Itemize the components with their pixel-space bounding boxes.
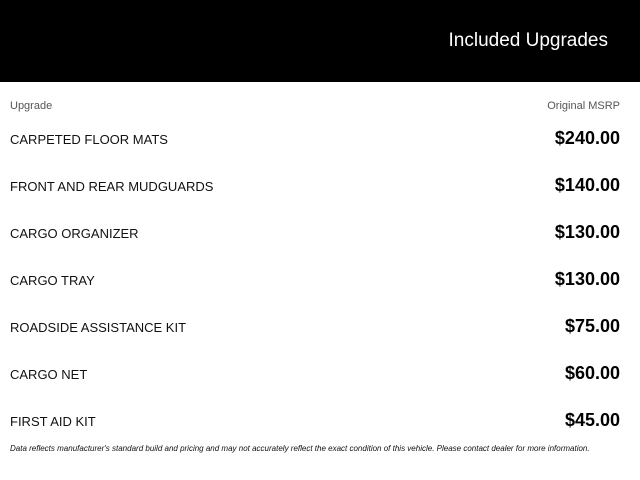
- upgrade-price: $75.00: [564, 316, 620, 336]
- upgrade-name: CARPETED FLOOR MATS: [10, 132, 168, 147]
- upgrade-price: $60.00: [564, 363, 620, 383]
- upgrade-name: FRONT AND REAR MUDGUARDS: [10, 179, 214, 194]
- upgrade-row: [0, 304, 640, 351]
- upgrade-row: [0, 210, 640, 257]
- page-title: Included Upgrades: [448, 30, 608, 51]
- upgrade-row: [0, 163, 640, 210]
- upgrade-row: [0, 257, 640, 304]
- upgrade-row: [0, 398, 640, 445]
- upgrade-price: $130.00: [554, 222, 620, 242]
- upgrade-price: $240.00: [554, 128, 620, 148]
- upgrade-price: $45.00: [564, 410, 620, 430]
- upgrade-name: ROADSIDE ASSISTANCE KIT: [10, 320, 187, 335]
- upgrade-row: [0, 351, 640, 398]
- upgrade-name: CARGO ORGANIZER: [10, 226, 139, 241]
- upgrade-price: $140.00: [554, 175, 620, 195]
- upgrade-name: FIRST AID KIT: [10, 414, 96, 429]
- upgrades-list: [0, 116, 640, 445]
- upgrade-name: CARGO NET: [10, 367, 88, 382]
- header-bar: [0, 0, 640, 82]
- upgrade-row: [0, 116, 640, 163]
- upgrade-column-header: Upgrade: [10, 100, 53, 112]
- upgrade-price: $130.00: [554, 269, 620, 289]
- disclaimer-text: Data reflects manufacturer's standard build and pricing and may not accurately reflect the exact condition of this vehicle. Please contact dealer for more information.: [10, 444, 590, 453]
- msrp-column-header: Original MSRP: [547, 100, 620, 112]
- upgrade-name: CARGO TRAY: [10, 273, 95, 288]
